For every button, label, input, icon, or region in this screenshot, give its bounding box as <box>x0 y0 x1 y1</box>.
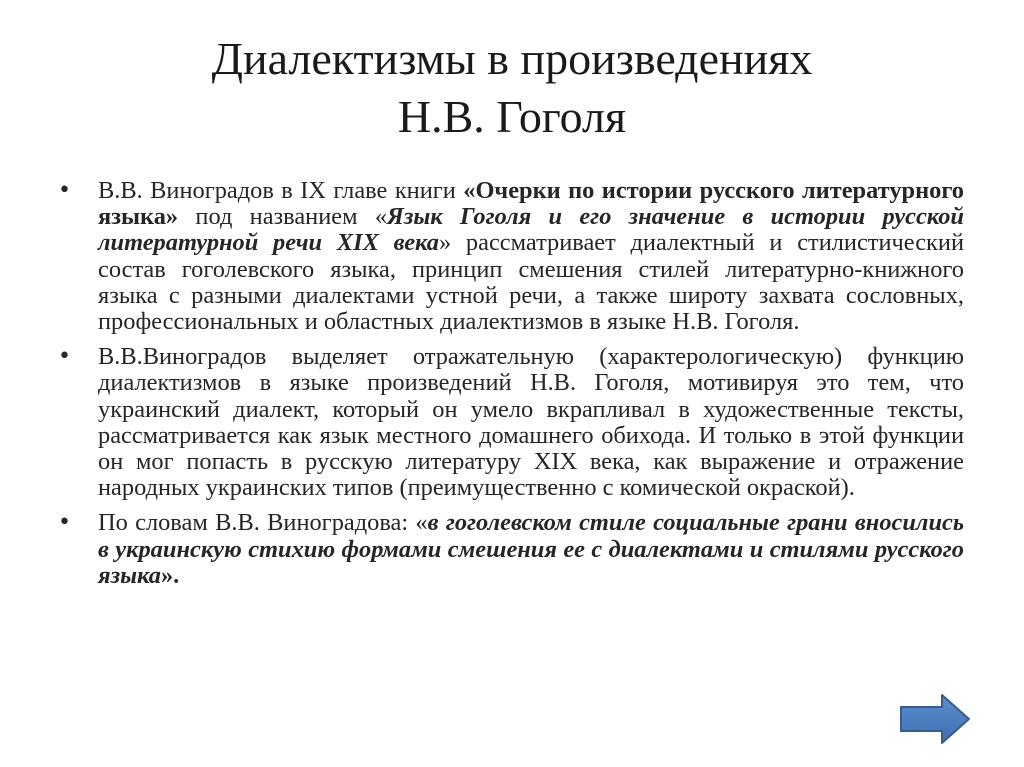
bullet-marker: • <box>58 344 71 370</box>
bullet-item <box>58 178 964 335</box>
chapter-title: Язык Гоголя и его значение в истории русской литературной речи XIX века <box>98 203 964 257</box>
arrow-right-icon <box>898 692 972 746</box>
title-line-1: Диалектизмы в произведениях <box>211 33 813 84</box>
bullet-1-text: В.В. Виноградов в IX главе книги <box>98 177 464 204</box>
bullet-list <box>58 178 964 598</box>
title-line-2: Н.В. Гоголя <box>397 91 627 142</box>
book-title: «Очерки по истории русского литературного языка» <box>98 177 964 231</box>
quote-close: ». <box>160 561 180 589</box>
next-slide-button[interactable] <box>898 692 972 746</box>
bullet-marker: • <box>58 178 71 203</box>
bullet-1-text-2: под названием « <box>178 203 388 231</box>
slide-title <box>60 30 964 146</box>
bullet-3-text: По словам В.В. Виноградова: « <box>98 509 428 537</box>
quote-text: в гоголевском стиле социальные грани вносились в украинскую стихию формами смешения ее с диалектами и стилями русского языка <box>98 509 964 589</box>
bullet-item <box>58 510 964 589</box>
bullet-item <box>58 344 964 501</box>
bullet-1-text-3: » рассматривает диалектный и стилистический состав гоголевского языка, принцип смешения стилей литературно-книжного языка с разными диалектами устной речи, а также широту захвата сословных, профессиональных и областных диалектизмов в языке Н.В. Гоголя. <box>98 229 964 336</box>
bullet-2-text: В.В.Виноградов выделяет отражательную (характерологическую) функцию диалектизмов в языке произведений Н.В. Гоголя, мотивируя это тем, что украинский диалект, который он умело вкрапливал в художественные тексты, рассматривается как язык местного домашнего обихода. И только в этой функции он мог попасть в русскую литературу XIX века, как выражение и отражение народных украинских типов (преимущественно с комической окраской). <box>98 343 964 502</box>
bullet-marker: • <box>58 510 71 536</box>
